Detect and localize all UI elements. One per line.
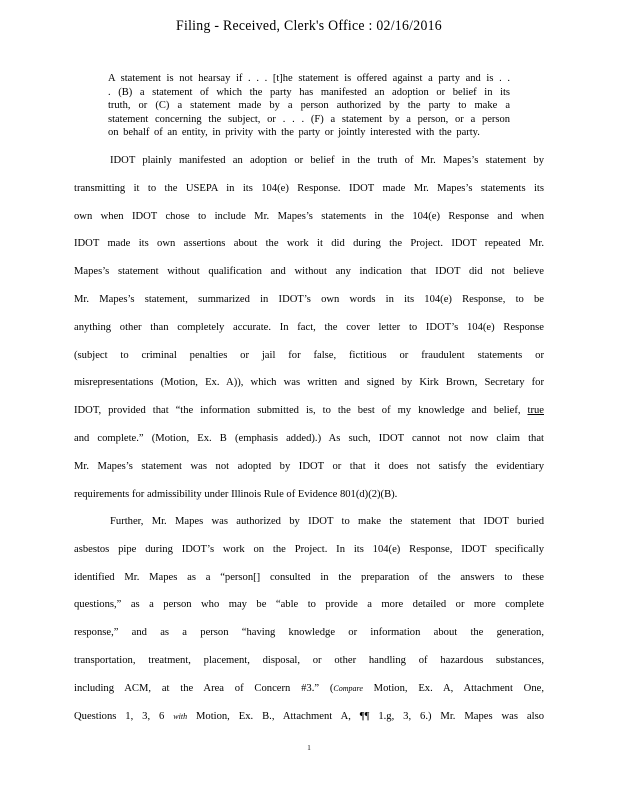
paragraph-adoption <box>74 152 544 513</box>
paragraph-authorization <box>74 513 544 735</box>
paragraph-line <box>74 708 544 736</box>
signal-compare: Compare <box>333 683 363 693</box>
paragraph-line: transmitting it to the USEPA in its 104(e) Response. IDOT made Mr. Mapes’s statements its <box>74 182 544 194</box>
quote-line: truth, or (C) a statement made by a person authorized by the party to make a <box>108 100 510 112</box>
paragraph-line: anything other than completely accurate. In fact, the cover letter to IDOT’s 104(e) Response <box>74 321 544 333</box>
paragraph-line: Mapes’s statement without qualification and without any indication that IDOT did not believe <box>74 266 544 278</box>
paragraph-line: (subject to criminal penalties or jail for false, fictitious or fraudulent statements or <box>74 349 544 361</box>
paragraph-line: own when IDOT chose to include Mr. Mapes’s statements in the 104(e) Response and when <box>74 210 544 222</box>
filing-stamp-header: Filing - Received, Clerk's Office : 02/16/2016 <box>176 18 442 34</box>
paragraph-line: Mr. Mapes’s statement was not adopted by IDOT or that it does not satisfy the evidentiary <box>74 460 544 472</box>
line-text: including ACM, at the Area of Concern #3.” ( <box>74 682 334 694</box>
paragraph-line: transportation, treatment, placement, disposal, or other handling of hazardous substances, <box>74 654 544 666</box>
paragraph-line <box>74 402 544 430</box>
paragraph-line: and complete.” (Motion, Ex. B (emphasis added).) As such, IDOT cannot not now claim that <box>74 432 544 444</box>
quote-line: A statement is not hearsay if . . . [t]he statement is offered against a party and is . . <box>108 73 510 84</box>
paragraph-line <box>74 680 544 708</box>
quote-line: on behalf of an entity, in privity with the party or jointly interested with the party. <box>108 127 480 139</box>
paragraph-line: requirements for admissibility under Illinois Rule of Evidence 801(d)(2)(B). <box>74 488 398 500</box>
paragraph-line: identified Mr. Mapes as a “person[] consulted in the preparation of the answers to these <box>74 571 544 583</box>
paragraph-line: questions,” as a person who may be “able to provide a more detailed or more complete <box>74 599 544 611</box>
line-text: Questions 1, 3, 6 <box>74 710 174 722</box>
signal-with: with <box>173 711 188 721</box>
block-quote <box>108 72 510 140</box>
emphasis-underline: true <box>527 405 544 417</box>
paragraph-line: response,” and as a person “having knowledge or information about the generation, <box>74 627 544 639</box>
paragraph-line: Further, Mr. Mapes was authorized by IDOT to make the statement that IDOT buried <box>110 516 544 527</box>
paragraph-line: Mr. Mapes’s statement, summarized in IDOT’s own words in its 104(e) Response, to be <box>74 293 544 305</box>
paragraph-line: IDOT plainly manifested an adoption or belief in the truth of Mr. Mapes’s statement by <box>110 155 544 166</box>
page-number: 1 <box>307 744 311 752</box>
quote-line: statement concerning the subject, or . . . (F) a statement by a person, or a person <box>108 113 510 125</box>
paragraph-line: asbestos pipe during IDOT’s work on the Project. In its 104(e) Response, IDOT specifically <box>74 543 544 555</box>
line-text: IDOT, provided that “the information submitted is, to the best of my knowledge and belief, <box>74 405 521 417</box>
line-text: Motion, Ex. A, Attachment One, <box>362 682 544 694</box>
line-text: Motion, Ex. B., Attachment A, ¶¶ 1.g, 3, 6.) Mr. Mapes was also <box>187 710 545 722</box>
quote-line: . (B) a statement of which the party has manifested an adoption or belief in its <box>108 86 510 98</box>
paragraph-line: IDOT made its own assertions about the work it did during the Project. IDOT repeated Mr. <box>74 238 544 250</box>
paragraph-line: misrepresentations (Motion, Ex. A)), which was written and signed by Kirk Brown, Secretary for <box>74 377 544 389</box>
